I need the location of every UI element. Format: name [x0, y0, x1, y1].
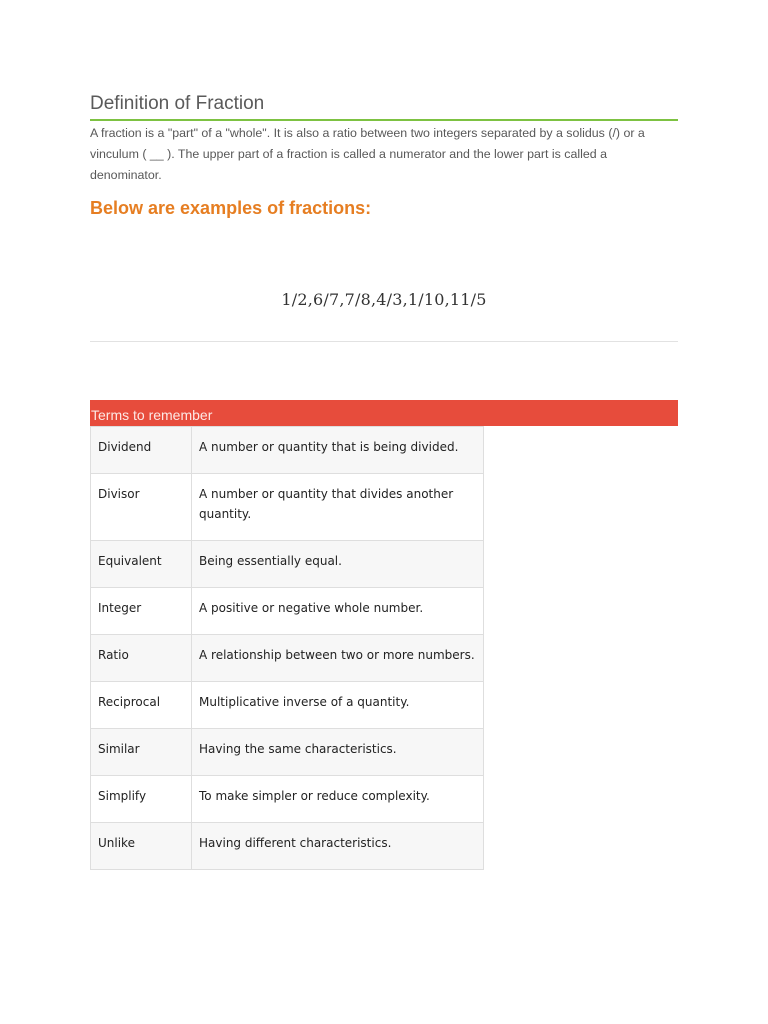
term-cell: Dividend [91, 427, 192, 474]
page-title: Definition of Fraction [90, 93, 678, 121]
term-cell: Ratio [91, 635, 192, 682]
definition-cell: Being essentially equal. [192, 541, 484, 588]
term-cell: Integer [91, 588, 192, 635]
table-row [91, 682, 484, 729]
definition-cell: A relationship between two or more numbers. [192, 635, 484, 682]
definition-cell: To make simpler or reduce complexity. [192, 776, 484, 823]
definition-cell: A positive or negative whole number. [192, 588, 484, 635]
definition-cell: Having different characteristics. [192, 823, 484, 870]
table-row [91, 474, 484, 541]
table-row [91, 635, 484, 682]
examples-heading: Below are examples of fractions: [90, 198, 372, 218]
definition-cell: A number or quantity that divides another quantity. [192, 474, 484, 541]
table-row [91, 427, 484, 474]
definition-cell: Multiplicative inverse of a quantity. [192, 682, 484, 729]
term-cell: Similar [91, 729, 192, 776]
table-row [91, 823, 484, 870]
definition-paragraph: A fraction is a "part" of a "whole". It is also a ratio between two integers separated by a solidus (/) or a vinculum ( __ ). The upper part of a fraction is called a numerator and the lower part is called a denominator. [90, 126, 645, 182]
terms-table [90, 426, 484, 870]
term-cell: Simplify [91, 776, 192, 823]
fractions-examples: 1/2,6/7,7/8,4/3,1/10,11/5 [281, 290, 487, 309]
table-row [91, 776, 484, 823]
terms-heading-banner [90, 400, 678, 426]
term-cell: Equivalent [91, 541, 192, 588]
table-row [91, 541, 484, 588]
definition-cell: Having the same characteristics. [192, 729, 484, 776]
term-cell: Unlike [91, 823, 192, 870]
table-row [91, 588, 484, 635]
term-cell: Divisor [91, 474, 192, 541]
terms-heading: Terms to remember [91, 407, 213, 423]
definition-cell: A number or quantity that is being divided. [192, 427, 484, 474]
term-cell: Reciprocal [91, 682, 192, 729]
section-divider [90, 341, 678, 342]
table-row [91, 729, 484, 776]
